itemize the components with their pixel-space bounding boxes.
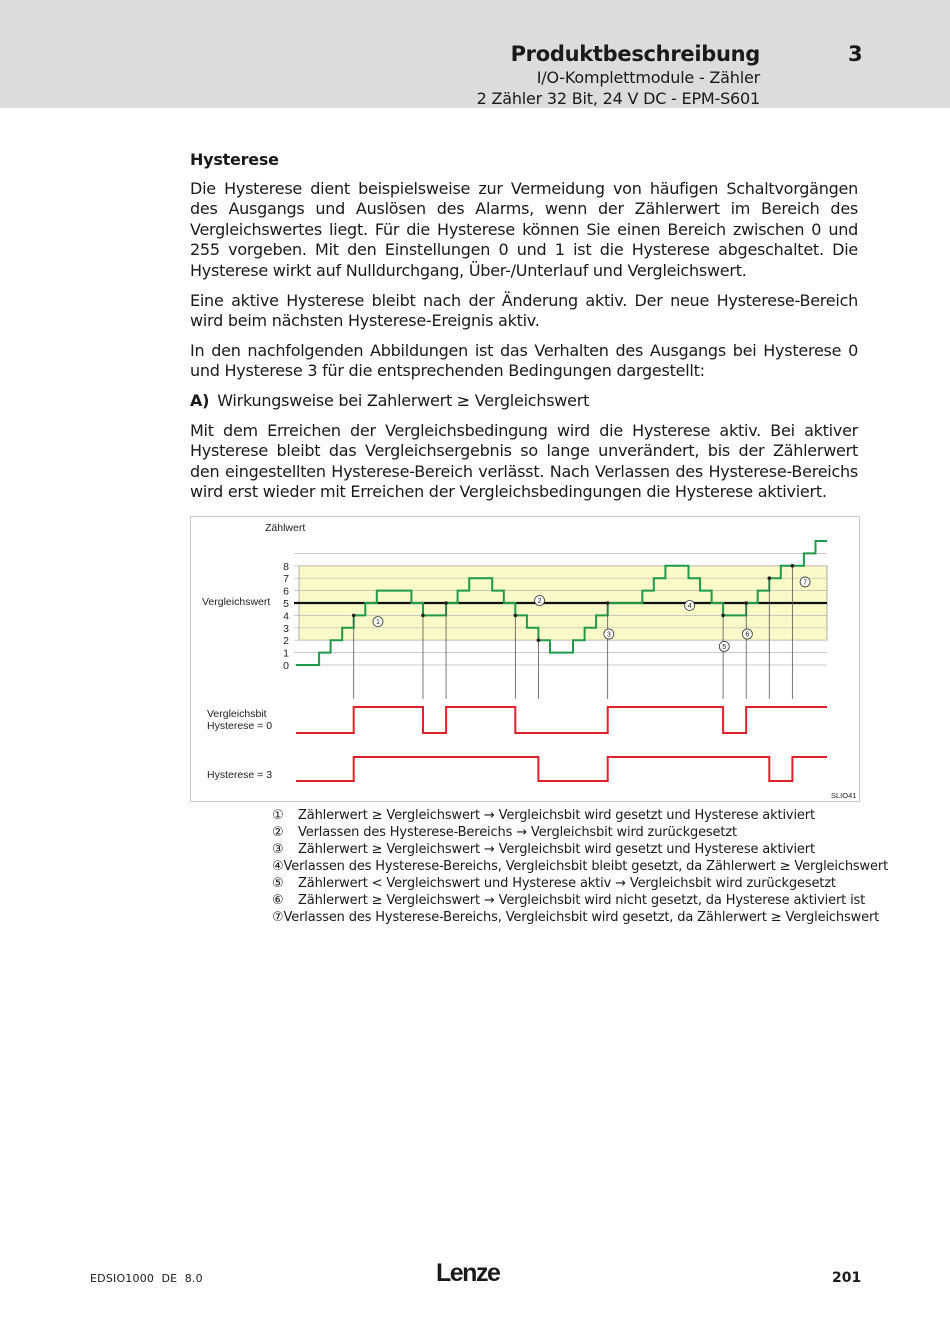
legend-item <box>272 858 889 875</box>
subsection-letter: A) <box>190 390 210 410</box>
signal2-label: Hysterese = 3 <box>207 769 273 781</box>
section-heading: Hysterese <box>190 150 279 169</box>
legend-text: Zählerwert ≥ Vergleichswert → Vergleichsbit wird gesetzt und Hysterese aktiviert <box>298 808 815 823</box>
footer-doc-id: EDSIO1000 DE 8.0 <box>90 1272 203 1285</box>
page-subtitle-2: 2 Zähler 32 Bit, 24 V DC - EPM-S601 <box>476 89 760 108</box>
y-tick-label: 1 <box>283 647 289 660</box>
event-dot <box>352 614 356 618</box>
signal-hysteresis-3 <box>296 757 827 781</box>
signal1-label-line1: Vergleichsbit <box>207 708 267 720</box>
legend-text: Zählerwert ≥ Vergleichswert → Vergleichsbit wird gesetzt und Hysterese aktiviert <box>298 842 815 857</box>
event-dot <box>767 576 771 580</box>
y-tick-label: 4 <box>283 610 289 623</box>
event-dot <box>744 601 748 605</box>
legend-text: Verlassen des Hysterese-Bereichs, Vergleichsbit bleibt gesetzt, da Zählerwert ≥ Vergleichswert <box>283 859 889 874</box>
chapter-number: 3 <box>848 42 863 66</box>
hysteresis-diagram <box>190 516 860 802</box>
legend-number: ③ <box>272 842 284 857</box>
legend-item <box>272 841 872 858</box>
axis-label: Zählwert <box>265 522 306 534</box>
paragraph: Mit dem Erreichen der Vergleichsbedingung wird die Hysterese aktiv. Bei aktiver Hysterese bleibt das Vergleichsergebnis so lange unverändert, bis der Zählerwert den eingestellten Hysterese-Bereich verlässt. Nach Verlassen des Hysterese-Bereichs wird erst wieder mit Erreichen der Vergleichsbedingungen die Hysterese aktiviert. <box>190 420 858 502</box>
event-dot <box>514 614 518 618</box>
legend-text: Zählerwert < Vergleichswert und Hysterese aktiv → Vergleichsbit wird zurückgesetzt <box>298 876 836 891</box>
event-dot <box>444 601 448 605</box>
marker-label: 1 <box>376 619 380 627</box>
legend-number: ④ <box>272 859 284 874</box>
signal1-label-line2: Hysterese = 0 <box>207 720 273 732</box>
y-tick-label: 2 <box>283 635 289 648</box>
legend-number: ⑦ <box>272 910 284 925</box>
y-tick-label: 0 <box>283 660 289 672</box>
marker-label: 6 <box>745 631 750 639</box>
marker-label: 2 <box>537 598 542 606</box>
legend-number: ② <box>272 825 284 840</box>
page-subtitle-1: I/O-Komplettmodule - Zähler <box>536 68 760 87</box>
legend-text: Zählerwert ≥ Vergleichswert → Vergleichsbit wird nicht gesetzt, da Hysterese aktiviert ist <box>298 893 866 908</box>
page-number: 201 <box>832 1270 862 1286</box>
figure-id: SLIO41 <box>831 791 857 800</box>
legend-item <box>272 892 872 909</box>
event-dot <box>721 614 725 618</box>
legend-number: ① <box>272 808 284 823</box>
marker-label: 4 <box>687 602 692 610</box>
legend-item <box>272 875 872 892</box>
marker-label: 5 <box>722 643 727 651</box>
subsection-heading <box>190 391 858 412</box>
legend-text: Verlassen des Hysterese-Bereichs → Vergleichsbit wird zurückgesetzt <box>298 825 737 840</box>
event-dot <box>791 564 795 568</box>
subsection-title: Wirkungsweise bei Zahlerwert ≥ Vergleichswert <box>217 390 590 410</box>
compare-label: Vergleichswert <box>202 596 271 608</box>
diagram-canvas <box>191 517 859 801</box>
legend-number: ⑥ <box>272 893 284 908</box>
legend-number: ⑤ <box>272 876 284 891</box>
signal-hysteresis-0 <box>296 707 827 733</box>
y-tick-label: 3 <box>283 622 289 635</box>
marker-label: 7 <box>803 579 808 587</box>
legend-text: Verlassen des Hysterese-Bereichs, Vergleichsbit wird gesetzt, da Zählerwert ≥ Vergleichswert <box>283 910 880 925</box>
lenze-logo: Lenze <box>436 1259 500 1287</box>
paragraph: In den nachfolgenden Abbildungen ist das Verhalten des Ausgangs bei Hysterese 0 und Hysterese 3 für die entsprechenden Bedingungen dargestellt: <box>190 340 858 381</box>
y-tick-label: 7 <box>283 573 289 586</box>
legend-item <box>272 909 880 926</box>
legend-item <box>272 807 872 824</box>
event-dot <box>421 614 425 618</box>
paragraph: Die Hysterese dient beispielsweise zur Vermeidung von häufigen Schaltvorgängen des Ausgangs und Auslösen des Alarms, wenn der Zählerwert im Bereich des Vergleichswertes liegt. Für die Hysterese können Sie einen Bereich zwischen 0 und 255 vorgeben. Mit den Einstellungen 0 und 1 ist die Hysterese abgeschaltet. Die Hysterese wirkt auf Nulldurchgang, Über-/Unterlauf und Vergleichswert. <box>190 178 858 280</box>
y-tick-label: 6 <box>283 585 289 598</box>
page-title: Produktbeschreibung <box>510 42 760 66</box>
marker-label: 3 <box>606 631 611 639</box>
main-content <box>190 150 858 512</box>
y-tick-label: 5 <box>283 598 289 610</box>
header-band <box>0 0 950 108</box>
legend <box>272 807 889 926</box>
event-dot <box>606 601 610 605</box>
paragraph: Eine aktive Hysterese bleibt nach der Änderung aktiv. Der neue Hysterese-Bereich wird beim nächsten Hysterese-Ereignis aktiv. <box>190 290 858 331</box>
event-dot <box>537 638 541 642</box>
y-tick-label: 8 <box>283 560 289 573</box>
legend-item <box>272 824 872 841</box>
